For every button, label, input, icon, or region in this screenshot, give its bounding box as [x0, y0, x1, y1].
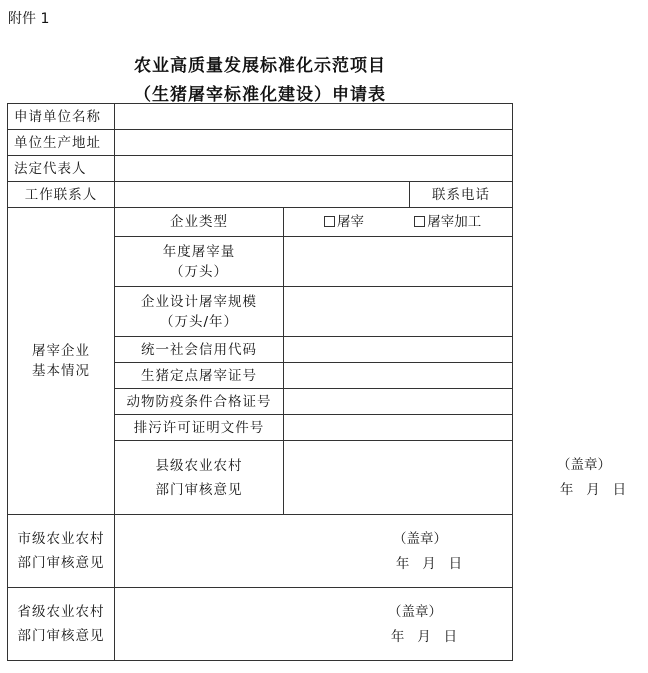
enterprise-type-label: 企业类型 — [115, 208, 284, 237]
address-label: 单位生产地址 — [8, 130, 115, 156]
discharge-permit-label: 排污许可证明文件号 — [115, 415, 284, 441]
design-scale-field[interactable] — [284, 287, 513, 337]
applicant-name-label: 申请单位名称 — [8, 104, 115, 130]
contact-field[interactable] — [115, 182, 410, 208]
province-review-label-line1: 省级农业农村 — [17, 604, 105, 620]
county-date: 年 月 日 — [559, 482, 627, 498]
address-field[interactable] — [115, 130, 513, 156]
county-review-label-line1: 县级农业农村 — [155, 457, 243, 474]
province-review-label — [8, 588, 115, 661]
enterprise-type-options — [284, 208, 513, 237]
city-review-label — [8, 515, 115, 588]
legal-rep-label: 法定代表人 — [8, 156, 115, 182]
slaughter-processing-option-label: 屠宰加工 — [427, 214, 482, 230]
city-review-label-line2: 部门审核意见 — [17, 555, 105, 571]
contact-label: 工作联系人 — [8, 182, 115, 208]
annual-volume-line2: （万头） — [170, 263, 228, 280]
annual-volume-label — [115, 237, 284, 287]
attachment-label: 附件 1 — [8, 11, 50, 27]
province-review-field[interactable] — [115, 588, 513, 661]
legal-rep-field[interactable] — [115, 156, 513, 182]
annual-volume-field[interactable] — [284, 237, 513, 287]
design-scale-line2: （万头/年） — [159, 313, 239, 330]
epidemic-cert-field[interactable] — [284, 389, 513, 415]
slaughter-option[interactable] — [324, 214, 364, 230]
phone-label: 联系电话 — [410, 182, 513, 208]
city-date: 年 月 日 — [395, 556, 463, 572]
city-stamp: （盖章） — [393, 531, 447, 547]
design-scale-label — [115, 287, 284, 337]
city-review-label-line1: 市级农业农村 — [17, 531, 105, 547]
basic-info-label-line2: 基本情况 — [32, 363, 90, 379]
city-review-field[interactable] — [115, 515, 513, 588]
discharge-permit-field[interactable] — [284, 415, 513, 441]
slaughter-license-field[interactable] — [284, 363, 513, 389]
basic-info-label — [8, 208, 115, 515]
credit-code-field[interactable] — [284, 337, 513, 363]
form-title-line2: （生猪屠宰标准化建设）申请表 — [134, 85, 386, 105]
province-review-row — [8, 588, 513, 661]
annual-volume-line1: 年度屠宰量 — [162, 243, 236, 260]
design-scale-line1: 企业设计屠宰规模 — [141, 293, 257, 310]
county-review-label — [115, 441, 284, 515]
slaughter-license-label: 生猪定点屠宰证号 — [115, 363, 284, 389]
slaughter-processing-option[interactable] — [414, 214, 481, 230]
credit-code-label: 统一社会信用代码 — [115, 337, 284, 363]
slaughter-option-label: 屠宰 — [337, 214, 364, 230]
form-title-line1: 农业高质量发展标准化示范项目 — [134, 56, 386, 76]
city-review-row — [8, 515, 513, 588]
checkbox-icon[interactable] — [324, 216, 335, 227]
county-stamp: （盖章） — [557, 457, 611, 473]
province-date: 年 月 日 — [390, 629, 458, 645]
epidemic-cert-label: 动物防疫条件合格证号 — [115, 389, 284, 415]
applicant-name-field[interactable] — [115, 104, 513, 130]
basic-info-label-line1: 屠宰企业 — [32, 343, 90, 359]
checkbox-icon[interactable] — [414, 216, 425, 227]
application-form-table — [7, 103, 627, 661]
province-review-label-line2: 部门审核意见 — [17, 628, 105, 644]
province-stamp: （盖章） — [388, 604, 442, 620]
county-review-label-line2: 部门审核意见 — [155, 481, 243, 498]
county-review-field[interactable] — [284, 441, 627, 515]
